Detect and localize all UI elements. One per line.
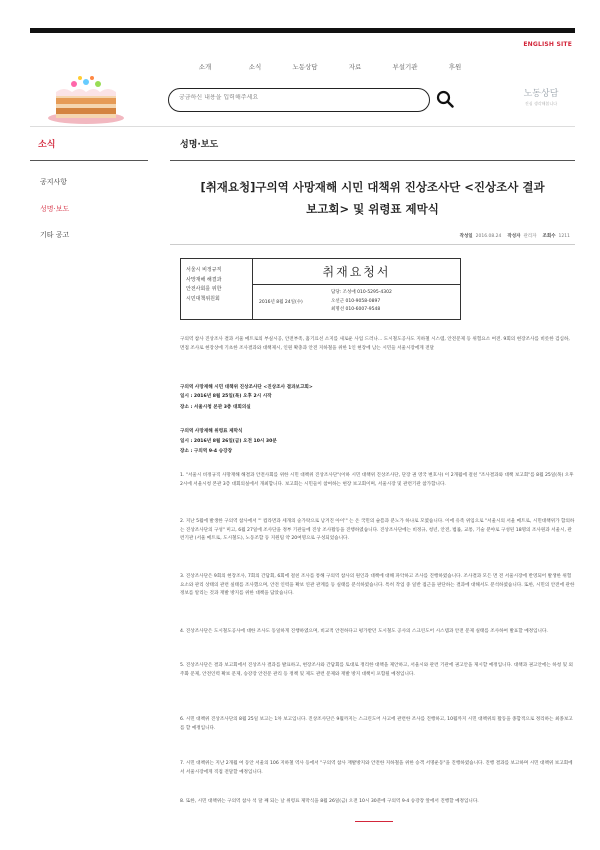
post-title-line-1: [취재요청]구의역 사망재해 시민 대책위 진상조사단 <진상조사 결과 [200,180,545,194]
bottom-accent [355,821,393,822]
press-org: 서울시 비정규직 사망재해 해결과 안전사회를 위한 시민대책위원회 [181,259,253,319]
brand-logo[interactable] [513,86,569,107]
press-release-box [180,258,461,320]
nav-item-intro[interactable]: 소개 [198,63,212,71]
post-meta [460,233,570,239]
search-input[interactable] [179,94,409,101]
main-nav [180,62,480,71]
meta-date: 작성일 2016.08.24 [459,234,502,239]
event1-title: 구의역 사망재해 시민 대책위 진상조사단 <진상조사 결과보고회> [180,385,313,390]
sidebar-item-notices[interactable]: 공지사항 [40,178,68,186]
event2-date: 일시 : 2016년 8월 26일(금) 오전 10시 30분 [180,439,277,444]
main-divider [170,160,575,161]
event2-title: 구의역 사망재해 위령표 제막식 [180,429,243,434]
post-title-line-2: 보고회> 및 위령표 제막식 [306,202,439,216]
paragraph-2: 2. 지난 5월에 발생한 구의역 참사에서 "' 컵라면과 세개의 숟가락으로 남겨진 아이'" 는 온 국민의 슬픔과 분노가 하나로 모였습니다. 이에 유족 위임으로 "서울시의 서울 메트로, 시민대책위가 합의하는 진상조사단의 구성" 미고, 6월 27일에 조사단을 정부 기관들에 진상 조사활동을 진행하였습니다. 진상조사단에는 비정규, 청년, 안전, 법률, 교통, 기술 분야로 구성된 18명의 조사원과 서울시, 관련기관 (서울 메트로, 도시철도), 노동조합 등 지원팀 약 20여명으로 구성되었습니다. [180,519,575,541]
nav-item-counsel[interactable]: 노동상담 [292,63,318,71]
event1-date: 일시 : 2016년 8월 25일(목) 오후 2시 시작 [180,394,272,399]
meta-views: 조회수 1211 [542,234,570,239]
paragraph-5: 5. 진상조사단은 결과 보고회에서 진상조사 결과를 발표하고, 현장조사와 간담회를 토대로 정리한 대책을 제안하고, 서울시와 관련 기관에 권고안을 제시할 예정입니다. 대책과 권고안에는 하청 및 외주화 문제, 안전인력 확보 문제, 승강장 안전문 관리 등 정책 및 제도 관련 문제와 재발 방지 대책이 포함될 예정입니다. [180,663,573,677]
top-bar [30,28,575,33]
meta-divider [170,244,575,245]
sidebar-item-other[interactable]: 기타 공고 [40,231,70,239]
search-box [168,88,430,112]
event1-place: 장소 : 서울시청 본관 3층 대회의실 [180,405,251,410]
event2-place: 장소 : 구의역 9-4 승강장 [180,449,233,454]
press-contacts: 담당: 조성애 010-5295-4302 오선근 010-9058-0897 최명선 010-6007-9548 [331,290,392,312]
brand-title: 노동상담 [523,89,559,99]
paragraph-6: 6. 시민 대책위 진상조사단의 8월 25일 보고는 1차 보고입니다. 진상조사단은 9월까지는 스크린도어 사고에 관련한 조사를 진행하고, 10월까지 시민 대책위의 활동을 종합적으로 정리하는 최종보고를 할 예정입니다. [180,717,573,731]
sidebar-item-press[interactable]: 성명·보도 [40,205,70,213]
post-title [170,176,575,220]
meta-author: 작성자 관리자 [507,234,537,239]
search-icon[interactable] [436,90,454,108]
sidebar-title: 소식 [38,140,56,150]
header-divider [30,126,575,127]
press-heading: 취재요청서 [253,259,460,285]
intro-paragraph: 구의역 참사 진상조사 결과 서울 메트로의 부실시공, 안전부족, 흡기료선 소지를 새로운 사업 드러나... 도시철도공사도 지하철 시스템, 안전문제 등 위험요소 여전. 9회의 현장조사를 비롯한 검심하, 면접 조사로 현장상에 기초한 조사결과와 대책제시, 인원 확충과 안전 지하철을 위한 1인 현장에 남는 시민들 서울시장에게 전달 [180,337,570,351]
brand-subtitle: 진심 생각해봅니다 [524,101,558,106]
paragraph-7: 7. 시민 대책위는 지난 2개월 여 동안 서울의 106 지하철 역사 등에서 "구의역 참사 재발방지와 안전한 지하철을 위한 승객 서명운동"을 진행하였습니다. 진행 결과를 보고하며 시민 대책위 보고회에서 서울시장에게 직접 전달할 예정입니다. [180,761,573,775]
english-site-link[interactable]: ENGLISH SITE [523,41,572,48]
nav-item-donate[interactable]: 후원 [448,63,462,71]
paragraph-8: 8. 또한, 시민 대책위는 구의역 참사 석 달 째 되는 날 위령표 제막식을 8월 26일(금) 오전 10시 30분에 구의역 9-4 승강장 앞에서 진행할 예정입니다. [180,799,479,804]
page-title: 성명·보도 [180,140,219,150]
press-date: 2016년 8월 24일(수) [259,300,303,305]
nav-item-data[interactable]: 자료 [348,63,362,71]
paragraph-3: 3. 진상조사단은 9회의 현장조사, 7회의 간담회, 6회에 걸친 조사를 통해 구의역 참사의 원인과 대책에 대해 파악하고 조사를 진행하였습니다. 조사결과 모든 면 전 서울시장에 반영되어 발생한 위험 요소와 관리 상태의 관련 실태를 조사했으며, 안전 인력을 확보 연관 관계를 등 실태를 분석하였습니다. 특히 작업 중 일반 접근을 판단하는 결과에 대해서도 분석하였습니다. 또한, 시민의 안전에 관한 정보를 알리는 것과 재발 방지를 위한 대책을 담았습니다. [180,574,575,596]
paragraph-1: 1. "서울시 비정규직 사망재해 해결과 안전사회를 위한 시민 대책위 진상조사단"(이하 시민 대책위 진상조사단, 단장 권 영국 변호사) 이 2개월에 걸친 "조사결과와 대책 보고회"를 8월 25일(목) 오후 2시에 서울시청 본관 3층 대회의실에서 개최합니다. 보고회는 시민들이 참여하는 현장 보고회이며, 서울시장 및 관련기관 참가합니다. [180,473,574,487]
cake-logo-icon[interactable] [40,64,132,126]
sidebar-divider [30,160,148,161]
paragraph-4: 4. 진상조사단은 도시철도공사에 대한 조사도 동일하게 진행하였으며, 비교적 안전하다고 평가받던 도시철도 공사의 스크린도어 시스템과 안전 문제 실태를 조사하여 발표할 예정입니다. [180,629,548,634]
nav-item-affiliates[interactable]: 부설기관 [392,63,418,71]
nav-item-news[interactable]: 소식 [248,63,262,71]
